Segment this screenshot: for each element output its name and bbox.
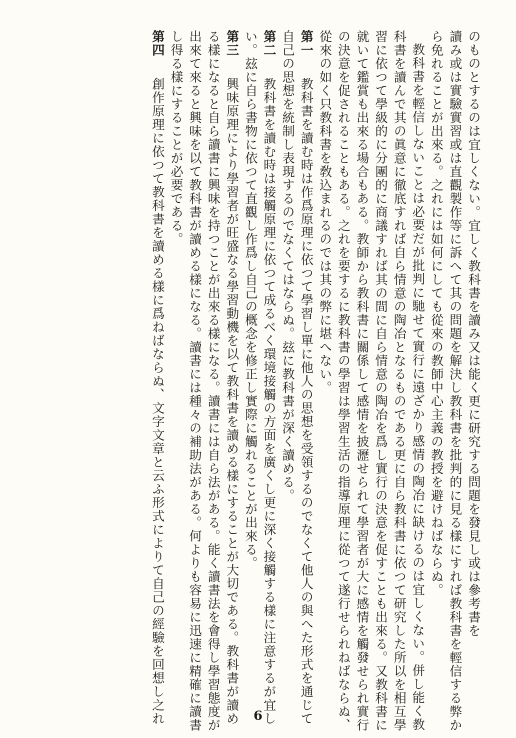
line-text: い。玆に自ら書物に依つて直觀し作爲し自己の概念を修正し實際に觸れることが出來る。 xyxy=(242,30,258,570)
paragraph xyxy=(240,30,277,726)
section-heading: 第三 xyxy=(224,30,240,57)
line-text: のものとするのは宜しくない。宜しく教科書を讀み又は能く更に研究する問題を發見し或は參考書を xyxy=(466,30,481,638)
text-line xyxy=(408,30,427,732)
text-line xyxy=(333,30,352,732)
line-text: 習に依つて學級的に分團的に商議すれば其の間に自ら情意の陶冶を爲し實行の決意を促すことも出來る。又教科書に xyxy=(373,30,389,732)
page-number: 6 xyxy=(253,709,263,724)
text-line xyxy=(166,30,185,680)
section-heading: 第一 xyxy=(298,30,314,57)
text-line xyxy=(277,30,296,680)
text-line xyxy=(463,30,482,680)
line-text: 科書を讀んで其の眞意に徹底すれば自ら情意の陶冶となるものである更に自ら教科書に依つて研究した所以を相互學 xyxy=(391,30,407,732)
section-heading: 第二 xyxy=(261,30,277,57)
paragraph xyxy=(166,30,240,732)
paragraph xyxy=(315,30,427,732)
text-line xyxy=(222,30,241,726)
line-text: 創作原理に依つて教科書を讀める樣に爲ねばならぬ、文字文章と云ふ形式によりて自己の經驗を回想し之れ xyxy=(149,77,165,726)
paragraph xyxy=(147,30,166,726)
line-text: 從來の如く只教科書を敎込まれるのでは其の弊に堪へない。 xyxy=(317,30,333,395)
text-line xyxy=(185,30,204,732)
line-text: 教科書を讀む時は接觸原理に依つて成るべく環境接觸の方面を廣くし更に深く接觸する樣に注意するが宜し xyxy=(261,77,277,726)
paragraph xyxy=(277,30,314,726)
text-line xyxy=(370,30,389,732)
line-text: 教科書を讀む時は作爲原理に依つて學習し單に他人の思想を受領するのでなくて他人の與へた形式を通じて xyxy=(298,77,314,726)
paragraph xyxy=(426,30,482,732)
text-line xyxy=(296,30,315,726)
text-line xyxy=(352,30,371,732)
line-text: 讀み或は實驗實習或は直觀製作等に訴へて其の問題を解決し教科書を批判的に見る樣にすれば教科書を輕信する弊か xyxy=(447,30,463,732)
text-line xyxy=(426,30,445,680)
line-text: ら免れることが出來る。之れには如何にしても從來の教師中心主義の教授を避けねばならぬ。 xyxy=(428,30,444,597)
text-line xyxy=(389,30,408,732)
line-text: の決意を促されることもある。之れを要するに教科書の學習は學習生活の指導原理に從つて遂行せられねばならぬ、 xyxy=(335,30,351,732)
text-line xyxy=(315,30,334,680)
text-line xyxy=(203,30,222,732)
line-text: 興味原理により學習者が旺盛なる學習動機を以て教科書を讀める樣にすることが大切である。教科書が讀め xyxy=(224,77,240,726)
line-text: 就いて鑑賞も出來る場合もある。教師から教科書に關係して感情を披瀝せられて學習者が大に感情を觸發せられ實行 xyxy=(354,30,370,732)
line-text: 自己の思想を統制し表現するのでなくてはならぬ。玆に教科書が深く讀める。 xyxy=(280,30,296,503)
line-text: る樣になると自ら讀書に興味を持つことが出來る樣になる。讀書には自ら法がある。能く讀書法を會得し學習態度が xyxy=(205,30,221,732)
section-heading: 第四 xyxy=(149,30,165,57)
line-text: 出來て來ると興味を以て教科書が讀める樣になる。讀書には種々の補助法がある。何よりも容易に迅速に精確に讀書 xyxy=(187,30,203,732)
text-line xyxy=(445,30,464,732)
line-text: し得る樣にすることが必要である。 xyxy=(168,30,184,246)
text-line xyxy=(240,30,259,680)
vertical-text-body xyxy=(147,30,482,732)
line-text: 教科書を輕信しないことは必要だが批判に馳せて實行に遠ざかり感情の陶冶に缺けるのは宜しくない。併し能く教 xyxy=(410,43,426,732)
text-line xyxy=(259,30,278,726)
text-line xyxy=(147,30,166,726)
